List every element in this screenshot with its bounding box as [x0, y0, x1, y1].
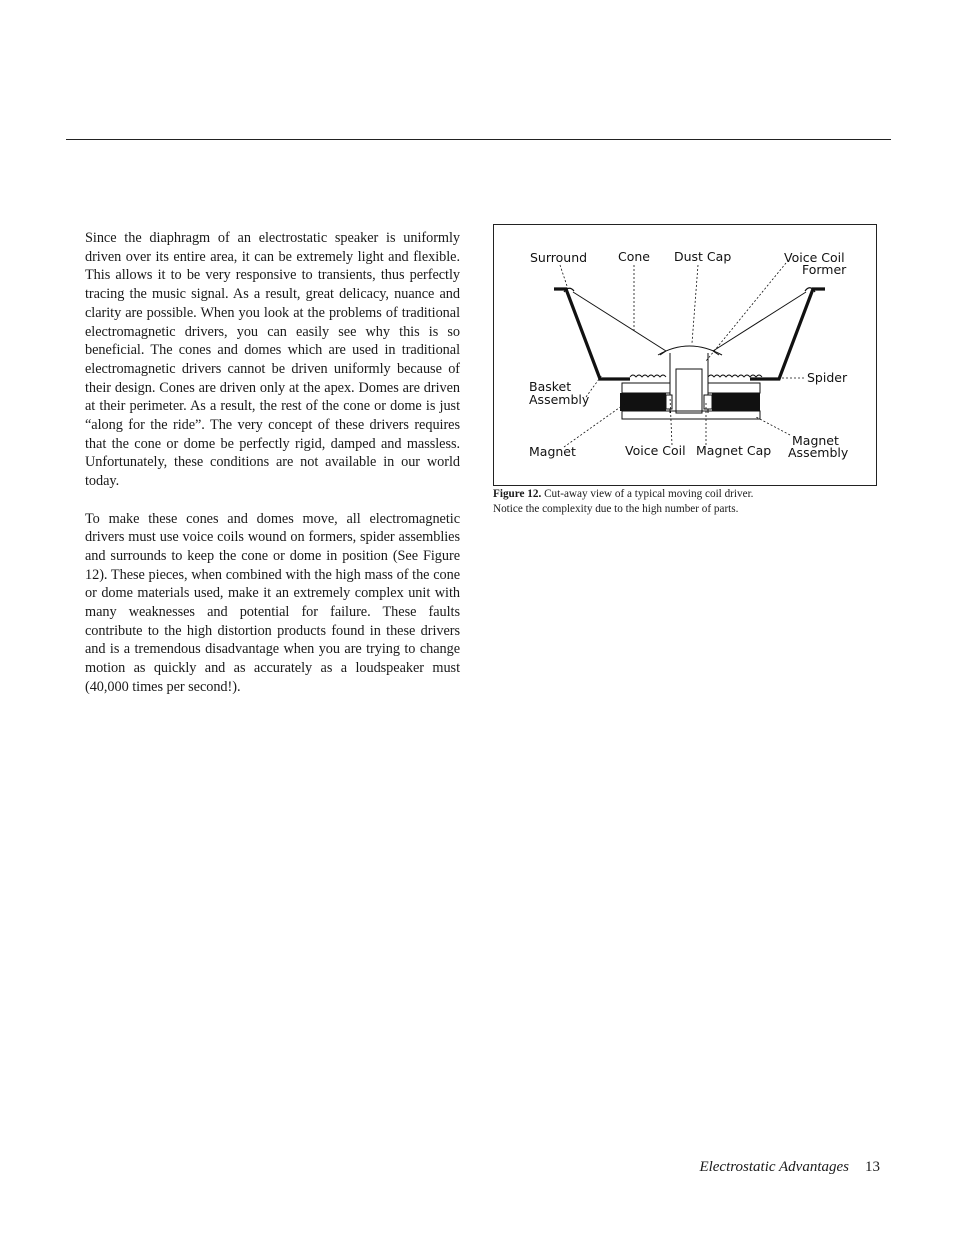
- figure-caption-label: Figure 12.: [493, 488, 542, 500]
- label-voice-coil-former-line2: Former: [802, 262, 847, 277]
- label-cone: Cone: [618, 249, 650, 264]
- page-number: 13: [865, 1159, 880, 1175]
- page-footer: [640, 1159, 880, 1176]
- header-rule: [66, 139, 891, 140]
- magnet-shape: [620, 393, 760, 411]
- label-basket-assembly-line2: Assembly: [529, 392, 590, 407]
- body-paragraph-1: Since the diaphragm of an electrostatic speaker is uniformly driven over its entire area, it can be extremely light and flexible. This allows it to be very responsive to transients, thus perfectly tracing the music signal. As a result, great delicacy, nuance and clarity are possible. When you look at the problems of traditional electromagnetic drivers, you can easily see why this is so beneficial. The cones and domes which are used in traditional electromagnetic drivers cannot be driven uniformly because of their design. Cones are driven only at the apex. Domes are driven at their perimeter. As a result, the rest of the cone or dome is just “along for the ride”. The very concept of these drivers requires that the cone or dome be perfectly rigid, damped and massless. Unfortunately, these conditions are not available in our world today.: [85, 230, 460, 490]
- spider-shape: [630, 375, 762, 377]
- label-magnet-assembly-line1: Magnet: [792, 433, 839, 448]
- footer-section-title: Electrostatic Advantages: [699, 1159, 849, 1175]
- body-text-column: [85, 229, 460, 715]
- voice-coil-former-shape: [670, 353, 708, 413]
- figure-12-diagram: [493, 224, 877, 486]
- back-plate-shape: [622, 411, 760, 419]
- label-voice-coil: Voice Coil: [625, 443, 686, 458]
- label-magnet-assembly-line2: Assembly: [788, 445, 849, 460]
- label-dust-cap: Dust Cap: [674, 249, 732, 264]
- basket-assembly-shape: [554, 289, 825, 379]
- speaker-cutaway-drawing: [494, 225, 878, 487]
- figure-caption-line1: Cut-away view of a typical moving coil driver.: [544, 488, 754, 500]
- label-magnet-cap: Magnet Cap: [696, 443, 772, 458]
- body-paragraph-2: To make these cones and domes move, all electromagnetic drivers must use voice coils wound on formers, spider assemblies and surrounds to keep the cone or dome in position (See Figure 12). These pieces, when combined with the high mass of the cone or dome materials used, make it an extremely complex unit with many weaknesses and potential for failure. These faults contribute to the high distortion products found in these drivers and is a tremendous disadvantage when you are trying to change motion as quickly and as accurately as a loudspeaker must (40,000 times per second!).: [85, 510, 460, 695]
- label-surround: Surround: [530, 250, 588, 265]
- figure-caption: [493, 487, 883, 516]
- label-magnet: Magnet: [529, 444, 576, 459]
- surround-shape: [564, 288, 815, 292]
- label-voice-coil-former-line1: Voice Coil: [784, 250, 845, 265]
- top-plate-shape: [622, 383, 760, 393]
- label-spider: Spider: [807, 370, 848, 385]
- label-basket-assembly-line1: Basket: [529, 379, 572, 394]
- figure-caption-line2: Notice the complexity due to the high number of parts.: [493, 502, 739, 515]
